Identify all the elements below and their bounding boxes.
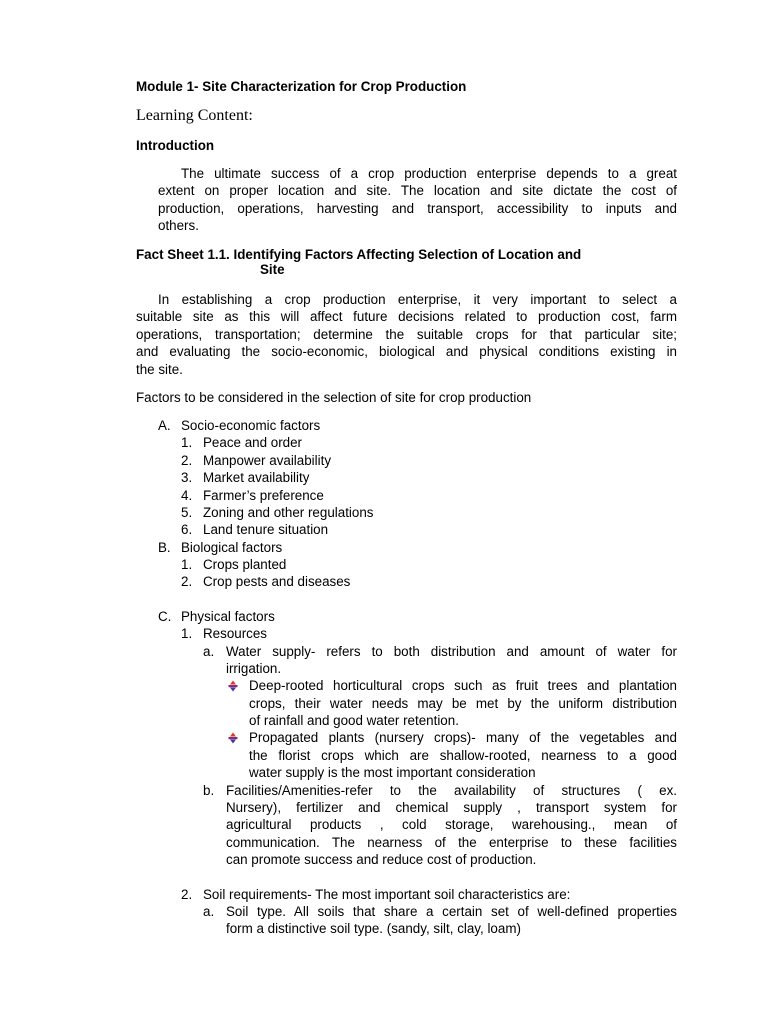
soil-requirements-label: Soil requirements- The most important soil characteristics are: xyxy=(203,887,571,902)
list-item: Crop pests and diseases xyxy=(203,574,351,589)
fact-sheet-heading-cont: Site xyxy=(260,262,285,277)
list-item-marker: 4. xyxy=(181,488,193,503)
resources-label: Resources xyxy=(203,626,268,641)
facilities-line: agricultural products , cold storage, warehousing., mean of xyxy=(226,817,677,832)
section-c-marker: C. xyxy=(158,609,172,624)
list-item-marker: 3. xyxy=(181,470,193,485)
intro-line: extent on proper location and site. The location and site dictate the cost of xyxy=(158,183,677,198)
intro-line: production, operations, harvesting and transport, accessibility to inputs and xyxy=(158,201,677,216)
list-item: Land tenure situation xyxy=(203,522,329,537)
establishing-line: and evaluating the socio-economic, biological and physical conditions existing in xyxy=(136,344,677,359)
bullet-line: Propagated plants (nursery crops)- many of the vegetables and xyxy=(249,730,677,745)
sub-item-marker: b. xyxy=(203,783,215,798)
establishing-line: suitable site as this will affect future decisions related to production cost, farm xyxy=(136,309,677,324)
establishing-line: operations, transportation; determine the suitable crops for that particular site; xyxy=(136,327,677,342)
facilities-line: can promote success and reduce cost of production. xyxy=(226,852,537,867)
module-title: Module 1- Site Characterization for Crop Production xyxy=(136,79,467,94)
water-supply-line: irrigation. xyxy=(226,661,282,676)
list-item-marker: 1. xyxy=(181,557,193,572)
section-a-marker: A. xyxy=(158,418,171,433)
bullet-line: the florist crops which are shallow-rooted, nearness to a good xyxy=(249,748,677,763)
facilities-line: communication. The nearness of the enterprise to these facilities xyxy=(226,835,677,850)
list-item: Crops planted xyxy=(203,557,287,572)
section-c-label: Physical factors xyxy=(181,609,275,624)
learning-content-heading: Learning Content: xyxy=(136,107,253,124)
list-item-marker: 1. xyxy=(181,435,193,450)
bullet-line: crops, their water needs may be met by the uniform distribution xyxy=(249,696,677,711)
fact-sheet-heading: Fact Sheet 1.1. Identifying Factors Affecting Selection of Location and xyxy=(136,247,582,262)
bullet-line: of rainfall and good water retention. xyxy=(249,713,459,728)
list-item-marker: 5. xyxy=(181,505,193,520)
sub-item-marker: a. xyxy=(203,644,215,659)
list-item: Zoning and other regulations xyxy=(203,505,374,520)
soil-type-line: Soil type. All soils that share a certain set of well-defined properties xyxy=(226,904,677,919)
section-a-label: Socio-economic factors xyxy=(181,418,321,433)
bullet-line: Deep-rooted horticultural crops such as fruit trees and plantation xyxy=(249,678,677,693)
facilities-line: Nursery), fertilizer and chemical supply , transport system for xyxy=(226,800,677,815)
list-item: Market availability xyxy=(203,470,310,485)
list-item-marker: 2. xyxy=(181,887,193,902)
soil-type-line: form a distinctive soil type. (sandy, silt, clay, loam) xyxy=(226,921,521,936)
list-item-marker: 1. xyxy=(181,626,193,641)
arrow-bullet-icon xyxy=(227,732,239,744)
bullet-line: water supply is the most important consideration xyxy=(249,765,536,780)
establishing-line: the site. xyxy=(136,362,183,377)
introduction-heading: Introduction xyxy=(136,138,215,153)
list-item-marker: 2. xyxy=(181,574,193,589)
establishing-line: In establishing a crop production enterprise, it very important to select a xyxy=(158,292,677,307)
section-b-marker: B. xyxy=(158,540,171,555)
sub-item-marker: a. xyxy=(203,904,215,919)
section-b-label: Biological factors xyxy=(181,540,283,555)
list-item: Manpower availability xyxy=(203,453,332,468)
facilities-line: Facilities/Amenities-refer to the availability of structures ( ex. xyxy=(226,783,677,798)
arrow-bullet-icon xyxy=(227,680,239,692)
intro-line: others. xyxy=(158,218,199,233)
list-item: Farmer’s preference xyxy=(203,488,324,503)
list-item-marker: 2. xyxy=(181,453,193,468)
list-item-marker: 6. xyxy=(181,522,193,537)
water-supply-line: Water supply- refers to both distribution and amount of water for xyxy=(226,644,677,659)
intro-line: The ultimate success of a crop production enterprise depends to a great xyxy=(181,166,677,181)
list-item: Peace and order xyxy=(203,435,303,450)
factors-intro: Factors to be considered in the selection of site for crop production xyxy=(136,390,532,405)
